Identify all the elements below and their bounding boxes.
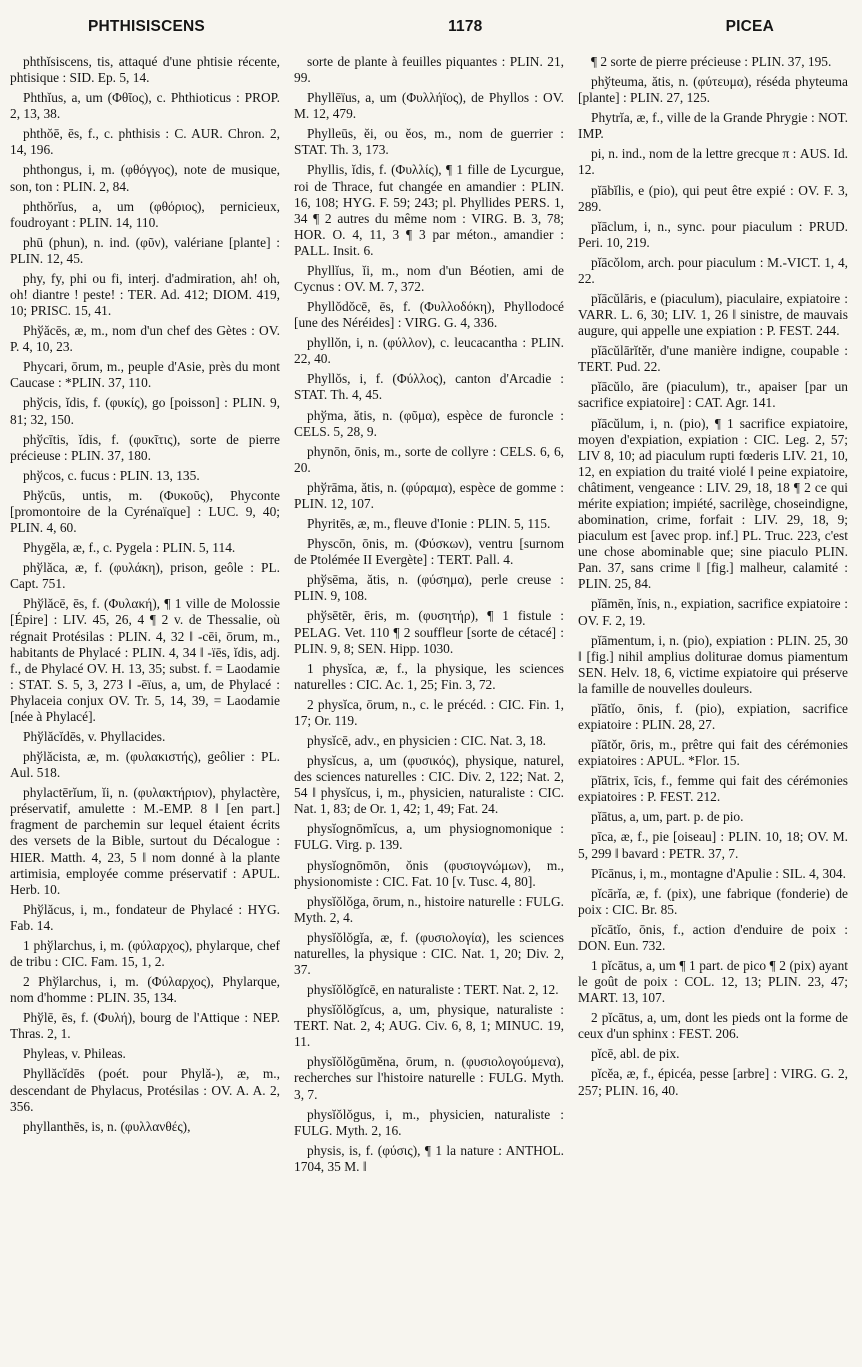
dictionary-entry: Phўcūs, untis, m. (Φυκοῦς), Phyconte [promontoire de la Cyrénaïque] : LUC. 9, 40; PLIN. 4, 60. bbox=[10, 487, 280, 536]
dictionary-entry: pĭcē, abl. de pix. bbox=[591, 1046, 680, 1062]
dictionary-entry: pĭācŏlom, arch. pour piaculum : M.-VICT. 1, 4, 22. bbox=[578, 254, 848, 286]
dictionary-entry: Phўlăcus, i, m., fondateur de Phylacé : HYG. Fab. 14. bbox=[10, 901, 280, 933]
dictionary-entry: phўlăca, æ, f. (φυλάκη), prison, geôle : PL. Capt. 751. bbox=[10, 560, 280, 592]
dictionary-entry: phўteuma, ătis, n. (φύτευμα), réséda phyteuma [plante] : PLIN. 27, 125. bbox=[578, 74, 848, 106]
dictionary-entry: Phygĕla, æ, f., c. Pygela : PLIN. 5, 114. bbox=[23, 540, 236, 556]
dictionary-entry: phynōn, ōnis, m., sorte de collyre : CELS. 6, 6, 20. bbox=[294, 443, 564, 475]
dictionary-entry: physis, is, f. (φύσις), ¶ 1 la nature : ANTHOL. 1704, 35 M. ‖ bbox=[294, 1142, 564, 1174]
dictionary-entry: 1 physĭca, æ, f., la physique, les sciences naturelles : CIC. Ac. 1, 25; Fin. 3, 72. bbox=[294, 660, 564, 692]
dictionary-entry: sorte de plante à feuilles piquantes : PLIN. 21, 99. bbox=[294, 54, 564, 86]
dictionary-entry: pĭātĭo, ōnis, f. (pio), expiation, sacrifice expiatoire : PLIN. 28, 27. bbox=[578, 700, 848, 732]
dictionary-entry: phū (phun), n. ind. (φῦν), valériane [plante] : PLIN. 12, 45. bbox=[10, 234, 280, 266]
dictionary-entry: pĭāmēn, ĭnis, n., expiation, sacrifice expiatoire : OV. F. 2, 19. bbox=[578, 596, 848, 628]
dictionary-entry: Phyllŏs, i, f. (Φύλλος), canton d'Arcadie : STAT. Th. 4, 45. bbox=[294, 371, 564, 403]
column-middle bbox=[294, 54, 564, 1359]
column-left bbox=[10, 54, 280, 1359]
dictionary-entry: Phyritēs, æ, m., fleuve d'Ionie : PLIN. 5, 115. bbox=[307, 516, 551, 532]
dictionary-entry: Physcōn, ōnis, m. (Φύσκων), ventru [surnom de Ptolémée II Evergète] : TERT. Pall. 4. bbox=[294, 536, 564, 568]
dictionary-entry: physĭŏlŏgūmĕna, ōrum, n. (φυσιολογούμενα), recherches sur l'histoire naturelle : FULG. Myth. 3, 7. bbox=[294, 1054, 564, 1102]
dictionary-entry: pĭācŭlum, i, n. (pio), ¶ 1 sacrifice expiatoire, moyen d'expiation, expiation : CIC. Leg. 2, 57; LIV 8, 10; ad piaculum rupti fœderis LIV. 21, 10, 12, en expiation du traité violé ‖ peine expiatoire, châtiment, vengeance : LIV. 29, 18, 18 ¶ 2 ce qui mérite expiation; impiété, sacrilège, choseindigne, abomination, crime, forfait : LIV. 29, 18, 9; piaculum est [avec prop. inf.] PL. Truc. 223, c'est une chose abominable que; sine piaculo PLIN. Pan. 37, sans crime ‖ [fig.] malheur, calamité : PLIN. 25, 84. bbox=[578, 415, 848, 592]
dictionary-entry: Phylleūs, ĕi, ou ĕos, m., nom de guerrier : STAT. Th. 3, 173. bbox=[294, 126, 564, 158]
dictionary-entry: Phўăcēs, æ, m., nom d'un chef des Gètes : OV. P. 4, 10, 23. bbox=[10, 323, 280, 355]
dictionary-entry: pĭācŭlārĭtĕr, d'une manière indigne, coupable : TERT. Pud. 22. bbox=[578, 343, 848, 375]
dictionary-entry: physĭŏlŏga, ōrum, n., histoire naturelle : FULG. Myth. 2, 4. bbox=[294, 893, 564, 925]
dictionary-entry: physĭognōmōn, ŏnis (φυσιογνώμων), m., physionomiste : CIC. Fat. 10 [v. Tusc. 4, 80]. bbox=[294, 857, 564, 889]
dictionary-entry: phyllanthēs, is, n. (φυλλανθές), bbox=[23, 1118, 191, 1134]
header-left-headword: PHTHISISCENS bbox=[88, 18, 205, 35]
dictionary-entry: physĭŏlŏgĭcus, a, um, physique, naturaliste : TERT. Nat. 2, 4; AUG. Civ. 6, 8, 1; MINUC. 19, 11. bbox=[294, 1002, 564, 1050]
dictionary-entry: phy, fy, phi ou fi, interj. d'admiration, ah! oh, oh! diantre ! peste! : TER. Ad. 412; DIOM. 419, 10; PRISC. 15, 41. bbox=[10, 270, 280, 319]
dictionary-entry: pĭābĭlis, e (pio), qui peut être expié : OV. F. 3, 289. bbox=[578, 182, 848, 214]
page-number: 1178 bbox=[448, 18, 483, 35]
dictionary-entry: phthŏē, ēs, f., c. phthisis : C. AUR. Chron. 2, 14, 196. bbox=[10, 126, 280, 158]
dictionary-entry: phўcis, ĭdis, f. (φυκίς), go [poisson] : PLIN. 9, 81; 32, 150. bbox=[10, 395, 280, 427]
dictionary-entry: pi, n. ind., nom de la lettre grecque π : AUS. Id. 12. bbox=[578, 146, 848, 178]
dictionary-entry: Pīcānus, i, m., montagne d'Apulie : SIL. 4, 304. bbox=[591, 865, 846, 881]
dictionary-entry: 2 pĭcātus, a, um, dont les pieds ont la forme de ceux d'un sphinx : FEST. 206. bbox=[578, 1010, 848, 1042]
dictionary-entry: physĭŏlŏgĭa, æ, f. (φυσιολογία), les sciences naturelles, la physique : CIC. Nat. 1, 20; Div. 2, 37. bbox=[294, 929, 564, 977]
dictionary-entry: phўlăcista, æ, m. (φυλακιστής), geôlier : PL. Aul. 518. bbox=[10, 749, 280, 781]
dictionary-entry: 1 phўlarchus, i, m. (φύλαρχος), phylarque, chef de tribu : CIC. Fam. 15, 1, 2. bbox=[10, 937, 280, 969]
dictionary-entry: 2 physĭca, ōrum, n., c. le précéd. : CIC. Fin. 1, 17; Or. 119. bbox=[294, 696, 564, 728]
dictionary-entry: phyllŏn, i, n. (φύλλον), c. leucacantha : PLIN. 22, 40. bbox=[294, 335, 564, 367]
header-right-headword: PICEA bbox=[725, 18, 774, 35]
dictionary-entry: phўma, ătis, n. (φῦμα), espèce de furoncle : CELS. 5, 28, 9. bbox=[294, 407, 564, 439]
dictionary-entry: 2 Phўlarchus, i, m. (Φύλαρχος), Phylarque, nom d'homme : PLIN. 35, 134. bbox=[10, 974, 280, 1006]
dictionary-entry: pĭātrix, īcis, f., femme qui fait des cérémonies expiatoires : P. FEST. 212. bbox=[578, 773, 848, 805]
dictionary-entry: phylactērĭum, ĭi, n. (φυλακτήριον), phylactère, préservatif, amulette : M.-EMP. 8 ‖ [en part.] fragment de parchemin sur lequel étaient écrits des versets de la Bible, surtout du Décalogue : HIER. Matth. 4, 23, 5 ‖ nom donné à la plante artimisia, employée comme préservatif : APUL. Herb. 10. bbox=[10, 785, 280, 897]
dictionary-entry: physĭcus, a, um (φυσικός), physique, naturel, des sciences naturelles : CIC. Div. 2, 122; Nat. 2, 54 ‖ physĭcus, i, m., physicien, naturaliste : CIC. Nat. 1, 83; de Or. 1, 42; 1, 49; Fat. 24. bbox=[294, 753, 564, 817]
dictionary-entry: pĭāmentum, i, n. (pio), expiation : PLIN. 25, 30 ‖ [fig.] nihil amplius doliturae domus piamentum SEN. Helv. 18, 6, victime expiatoire qui préserve la famille de nouvelles douleurs. bbox=[578, 632, 848, 696]
dictionary-entry: ¶ 2 sorte de pierre précieuse : PLIN. 37, 195. bbox=[591, 54, 832, 69]
dictionary-entry: Phўlăcē, ēs, f. (Φυλακή), ¶ 1 ville de Molossie [Épire] : LIV. 45, 26, 4 ¶ 2 v. de Thessalie, où régnait Protésilas : PLIN. 4, 32 ‖ -cēi, ōrum, m., habitants de Phylacé : PLIN. 4, 34 ‖ -ïēs, ĭdis, adj. f., de Phylacé OV. H. 13, 35; subst. f. = Laodamie : STAT. S. 5, 3, 273 ‖ -ēïus, a, um, de Phylacé : Phylaceia conjux OV. Tr. 5, 14, 39, = Laodamie [née à Phylacé]. bbox=[10, 596, 280, 724]
dictionary-entry: phўcītis, ĭdis, f. (φυκῖτις), sorte de pierre précieuse : PLIN. 37, 180. bbox=[10, 431, 280, 463]
dictionary-entry: Phyleas, v. Phileas. bbox=[23, 1046, 126, 1062]
dictionary-entry: pĭācŭlāris, e (piaculum), piaculaire, expiatoire : VARR. L. 6, 30; LIV. 1, 26 ‖ sinistre, de mauvais augure, qui appelle une expiation : P. FEST. 244. bbox=[578, 291, 848, 339]
dictionary-entry: Phўlē, ēs, f. (Φυλή), bourg de l'Attique : NEP. Thras. 2, 1. bbox=[10, 1010, 280, 1042]
dictionary-entry: pīca, æ, f., pie [oiseau] : PLIN. 10, 18; OV. M. 5, 299 ‖ bavard : PETR. 37, 7. bbox=[578, 829, 848, 861]
dictionary-entry: pĭcārĭa, æ, f. (pix), une fabrique (fonderie) de poix : CIC. Br. 85. bbox=[578, 885, 848, 917]
dictionary-entry: pĭcĕa, æ, f., épicéa, pesse [arbre] : VIRG. G. 2, 257; PLIN. 16, 40. bbox=[578, 1066, 848, 1098]
column-right bbox=[578, 54, 848, 1359]
dictionary-entry: phўcos, c. fucus : PLIN. 13, 135. bbox=[23, 467, 200, 483]
dictionary-entry: physĭcē, adv., en physicien : CIC. Nat. 3, 18. bbox=[307, 732, 547, 748]
dictionary-entry: physĭŏlŏgĭcē, en naturaliste : TERT. Nat. 2, 12. bbox=[307, 982, 559, 998]
dictionary-entry: phўsēma, ătis, n. (φύσημα), perle creuse : PLIN. 9, 108. bbox=[294, 572, 564, 604]
dictionary-entry: pĭātŏr, ōris, m., prêtre qui fait des cérémonies expiatoires : APUL. *Flor. 15. bbox=[578, 737, 848, 769]
dictionary-entry: pĭātus, a, um, part. p. de pio. bbox=[591, 809, 744, 825]
dictionary-entry: Phytrĭa, æ, f., ville de la Grande Phrygie : NOT. IMP. bbox=[578, 110, 848, 142]
text-columns bbox=[10, 54, 852, 1359]
dictionary-entry: Phyllēïus, a, um (Φυλλήϊος), de Phyllos : OV. M. 12, 479. bbox=[294, 90, 564, 122]
dictionary-entry: phўsētēr, ēris, m. (φυσητήρ), ¶ 1 fistule : PELAG. Vet. 110 ¶ 2 souffleur [sorte de cétacé] : PLIN. 9, 8; SEN. Hipp. 1030. bbox=[294, 608, 564, 656]
dictionary-entry: pĭāclum, i, n., sync. pour piaculum : PRUD. Peri. 10, 219. bbox=[578, 218, 848, 250]
dictionary-entry: phўrāma, ătis, n. (φύραμα), espèce de gomme : PLIN. 12, 107. bbox=[294, 479, 564, 511]
dictionary-entry: physĭŏlŏgus, i, m., physicien, naturaliste : FULG. Myth. 2, 16. bbox=[294, 1106, 564, 1138]
dictionary-entry: phthŏrĭus, a, um (φθόριος), pernicieux, foudroyant : PLIN. 14, 110. bbox=[10, 198, 280, 230]
dictionary-entry: Phthĭus, a, um (Φθῖος), c. Phthioticus : PROP. 2, 13, 38. bbox=[10, 90, 280, 122]
dictionary-entry: Phўlăcĭdēs, v. Phyllacides. bbox=[23, 728, 166, 744]
dictionary-entry: Phyllăcĭdēs (poét. pour Phylă-), æ, m., descendant de Phylacus, Protésilas : OV. A. A. 2, 356. bbox=[10, 1066, 280, 1114]
dictionary-entry: Phyllĭus, ĭi, m., nom d'un Béotien, ami de Cycnus : OV. M. 7, 372. bbox=[294, 262, 564, 295]
dictionary-entry: phthongus, i, m. (φθόγγος), note de musique, son, ton : PLIN. 2, 84. bbox=[10, 162, 280, 194]
dictionary-entry: Phycari, ōrum, m., peuple d'Asie, près du mont Caucase : *PLIN. 37, 110. bbox=[10, 359, 280, 391]
dictionary-entry: Phyllŏdŏcē, ēs, f. (Φυλλοδόκη), Phyllodocé [une des Néréides] : VIRG. G. 4, 336. bbox=[294, 299, 564, 331]
dictionary-entry: physĭognōmĭcus, a, um physiognomonique : FULG. Virg. p. 139. bbox=[294, 821, 564, 853]
dictionary-entry: 1 pĭcātus, a, um ¶ 1 part. de pico ¶ 2 (pix) ayant le goût de poix : COL. 12, 13; PLIN. 23, 47; MART. 13, 107. bbox=[578, 957, 848, 1006]
dictionary-entry: pĭcātĭo, ōnis, f., action d'enduire de poix : DON. Eun. 732. bbox=[578, 921, 848, 953]
dictionary-entry: phthĭsiscens, tis, attaqué d'une phtisie récente, phtisique : SID. Ep. 5, 14. bbox=[10, 54, 280, 86]
dictionary-entry: pĭācŭlo, āre (piaculum), tr., apaiser [par un sacrifice expiatoire] : CAT. Agr. 141. bbox=[578, 379, 848, 411]
dictionary-entry: Phyllis, ĭdis, f. (Φυλλίς), ¶ 1 fille de Lycurgue, roi de Thrace, fut changée en amandier : PLIN. 16, 108; HYG. F. 59; 243; pl. Phyllides PERS. 1, 34 ¶ 2 autres du même nom : VIRG. B. 3, 78; HOR. O. 4, 11, 3 ¶ 3 par méton., amandier : PALL. Insit. 6. bbox=[294, 162, 564, 258]
running-header bbox=[10, 18, 852, 46]
